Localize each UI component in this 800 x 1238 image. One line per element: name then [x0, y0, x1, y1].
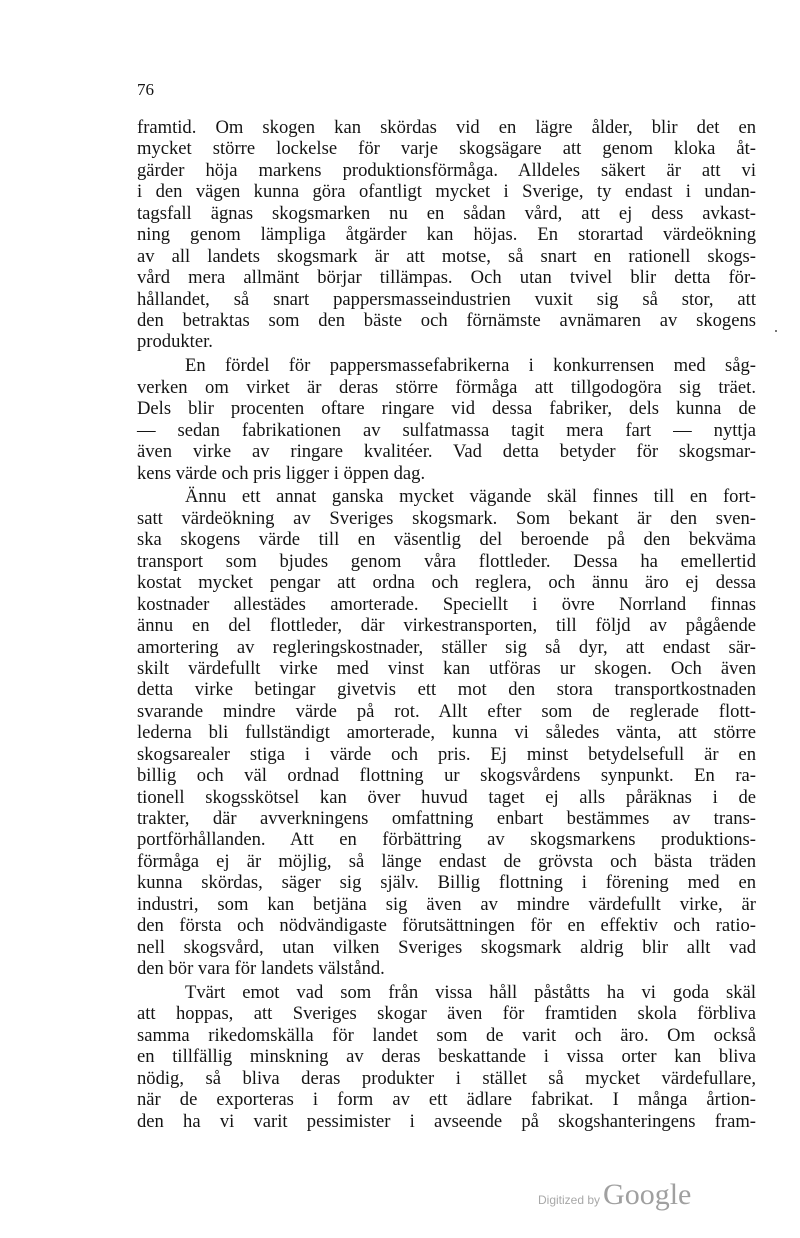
text-line: vård mera allmänt börjar tillämpas. Och utan tvivel blir detta för-: [137, 267, 756, 289]
text-line: amortering av regleringskostnader, ställer sig så dyr, att endast sär-: [137, 636, 756, 658]
text-line: tagsfall ägnas skogsmarken nu en sådan vård, att ej dess avkast-: [137, 202, 756, 224]
text-line: den ha vi varit pessimister i avseende på skogshanteringens fram-: [137, 1110, 756, 1132]
text-line: Ännu ett annat ganska mycket vägande skäl finnes till en fort-: [185, 486, 756, 508]
text-line: trakter, där avverkningens omfattning enbart bestämmes av trans-: [137, 808, 756, 829]
text-line: kostat mycket pengar att ordna och reglera, och ännu äro ej dessa: [137, 572, 756, 594]
text-line: kens värde och pris ligger i öppen dag.: [137, 462, 426, 484]
text-line: nell skogsvård, utan vilken Sveriges skogsmark aldrig blir allt vad: [137, 936, 756, 958]
text-line: En fördel för pappersmassefabrikerna i konkurrensen med såg-: [185, 355, 756, 377]
body-text: [137, 117, 756, 1135]
text-line: även virke av ringare kvalitéer. Vad detta betyder för skogsmar-: [137, 441, 756, 463]
text-line: framtid. Om skogen kan skördas vid en lägre ålder, blir det en: [137, 117, 756, 138]
watermark-brand: Google: [603, 1178, 692, 1211]
text-line: produkter.: [137, 331, 213, 353]
text-line: samma rikedomskälla för landet som de varit och äro. Om också: [137, 1024, 756, 1046]
text-line: hållandet, så snart pappersmasseindustrien vuxit sig så stor, att: [137, 288, 756, 310]
text-line: att hoppas, att Sveriges skogar även för framtiden skola förbliva: [137, 1003, 756, 1025]
text-line: ännu en del flottleder, där virkestransporten, till följd av pågående: [137, 615, 756, 637]
text-line: kostnader allestädes amorterade. Speciellt i övre Norrland finnas: [137, 593, 756, 615]
text-line: billig och väl ordnad flottning ur skogsvårdens synpunkt. En ra-: [137, 765, 756, 787]
text-line: portförhållanden. Att en förbättring av skogsmarkens produktions-: [137, 829, 756, 851]
text-line: förmåga ej är möjlig, så länge endast de grövsta och bästa träden: [137, 850, 756, 872]
digitized-by-google-watermark: [538, 1178, 691, 1212]
text-line: ska skogens värde till en väsentlig del beroende på den bekväma: [137, 529, 756, 551]
text-line: verken om virket är deras större förmåga att tillgodogöra sig träet.: [137, 376, 756, 398]
text-line: nödig, så bliva deras produkter i stället så mycket värdefullare,: [137, 1067, 756, 1089]
text-line: satt värdeökning av Sveriges skogsmark. Som bekant är den sven-: [137, 507, 756, 529]
text-line: detta virke betingar givetvis ett mot den stora transportkostnaden: [137, 679, 756, 701]
text-line: den första och nödvändigaste förutsättningen för en effektiv och ratio-: [137, 915, 756, 937]
paragraph: [137, 486, 756, 979]
text-line: Dels blir procenten oftare ringare vid dessa fabriker, dels kunna de: [137, 398, 756, 420]
text-line: svarande mindre värde på rot. Allt efter som de reglerade flott-: [137, 700, 756, 722]
text-line: den betraktas som den bäste och förnämste avnämaren av skogens: [137, 309, 756, 331]
text-line: tionell skogsskötsel kan över huvud taget ej alls påräknas i de: [137, 786, 756, 808]
scan-speck: [775, 330, 777, 332]
text-line: gärder höja markens produktionsförmåga. Alldeles säkert är att vi: [137, 159, 756, 181]
page-number: 76: [137, 80, 154, 99]
paragraph: [137, 982, 756, 1132]
text-line: kunna skördas, säger sig själv. Billig flottning i förening med en: [137, 872, 756, 894]
text-line: skilt värdefullt virke med vinst kan utföras ur skogen. Och även: [137, 657, 756, 679]
watermark-prefix: Digitized by: [538, 1193, 601, 1207]
text-line: ning genom lämpliga åtgärder kan höjas. En storartad värdeökning: [137, 224, 756, 246]
text-line: skogsarealer stiga i värde och pris. Ej minst betydelsefull är en: [137, 743, 756, 765]
text-line: när de exporteras i form av ett ädlare fabrikat. I många årtion-: [137, 1089, 756, 1111]
text-line: den bör vara för landets välstånd.: [137, 958, 385, 980]
text-line: lederna bli fullständigt amorterade, kunna vi således vänta, att större: [137, 722, 756, 744]
text-line: av all landets skogsmark är att motse, så snart en rationell skogs-: [137, 245, 756, 267]
text-line: — sedan fabrikationen av sulfatmassa tagit mera fart — nyttja: [137, 419, 756, 441]
paragraph: [137, 117, 756, 353]
text-line: Tvärt emot vad som från vissa håll påståtts ha vi goda skäl: [185, 982, 756, 1003]
text-line: industri, som kan betjäna sig även av mindre värdefullt virke, är: [137, 893, 756, 915]
text-line: mycket större lockelse för varje skogsägare att genom kloka åt-: [137, 138, 756, 160]
text-line: i den vägen kunna göra ofantligt mycket i Sverige, ty endast i undan-: [137, 181, 756, 203]
text-line: transport som bjudes genom våra flottleder. Dessa ha emellertid: [137, 550, 756, 572]
paragraph: [137, 355, 756, 484]
text-line: en tillfällig minskning av deras beskattande i vissa orter kan bliva: [137, 1046, 756, 1068]
